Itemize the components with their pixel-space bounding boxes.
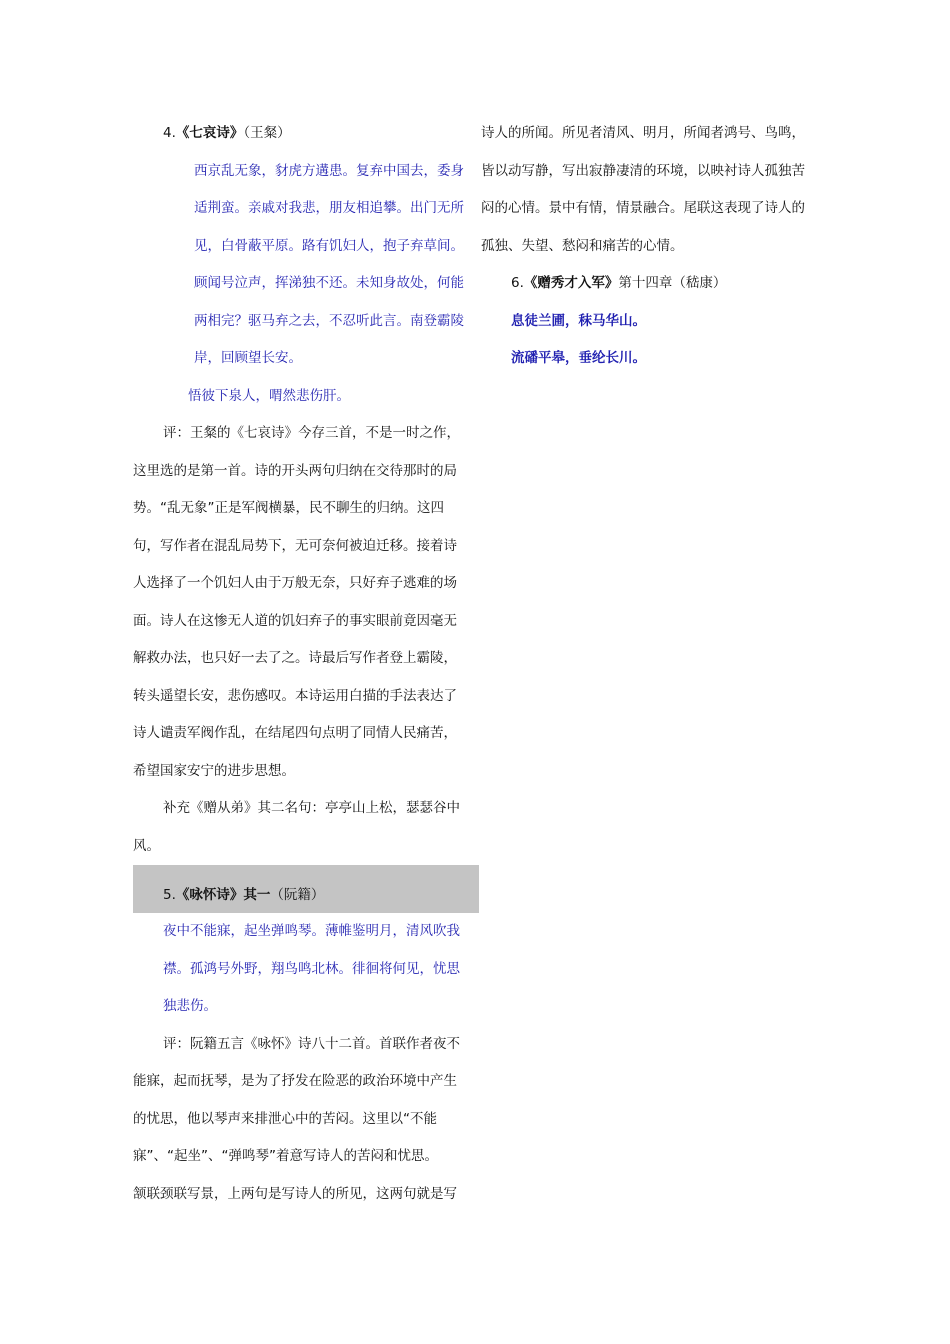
poem-line: 襟。孤鸿号外野，翔鸟鸣北林。徘徊将何见，忧思 [163, 960, 460, 977]
comment-line: 面。诗人在这惨无人道的饥妇弃子的事实眼前竟因毫无 [133, 612, 457, 629]
comment-line: 人选择了一个饥妇人由于万般无奈，只好弃子逃难的场 [133, 575, 457, 591]
section-number: 6. [511, 275, 524, 291]
poem-line: 夜中不能寐，起坐弹鸣琴。薄帷鉴明月，清风吹我 [163, 923, 460, 939]
poem-line: 独悲伤。 [163, 998, 217, 1014]
poem-line: 顾闻号泣声，挥涕独不还。未知身故处，何能 [194, 275, 464, 291]
poem-line: 悟彼下泉人，喟然悲伤肝。 [188, 387, 350, 404]
comment-line: 闷的心情。景中有情，情景融合。尾联这表现了诗人的 [481, 200, 805, 216]
comment-line: 希望国家安宁的进步思想。 [133, 762, 295, 779]
section-number: 5. [163, 887, 176, 903]
poem-author: （阮籍） [270, 887, 325, 903]
poem-line: 流磻平皋，垂纶长川。 [511, 350, 646, 366]
comment-line: 这里选的是第一首。诗的开头两句归纳在交待那时的局 [133, 462, 457, 479]
comment-line: 孤独、失望、愁闷和痛苦的心情。 [481, 237, 684, 254]
comment-line: 能寐，起而抚琴，是为了抒发在险恶的政治环境中产生 [133, 1073, 457, 1089]
comment-line: 转头遥望长安，悲伤感叹。本诗运用白描的手法表达了 [133, 687, 457, 704]
comment-line: 诗人谴责军阀作乱，在结尾四句点明了同情人民痛苦， [133, 725, 457, 741]
poem-title: 《七哀诗》 [175, 125, 244, 141]
comment-line: 寐”、“起坐”、“弹鸣琴”着意写诗人的苦闷和忧思。 [133, 1148, 438, 1164]
supplement-line: 补充《赠从弟》其二名句：亭亭山上松，瑟瑟谷中 [163, 800, 460, 816]
poem-title: 《咏怀诗》其一 [175, 887, 271, 903]
poem-line: 西京乱无象，豺虎方遘患。复弃中国去，委身 [194, 162, 464, 179]
comment-line: 势。“乱无象”正是军阀横暴，民不聊生的归纳。这四 [133, 500, 444, 516]
poem-author: （王粲） [243, 125, 291, 141]
comment-line: 句，写作者在混乱局势下，无可奈何被迫迁移。接着诗 [133, 537, 457, 554]
section-number: 4. [163, 125, 176, 141]
comment-line: 诗人的所闻。所见者清风、明月，所闻者鸿号、鸟鸣， [481, 125, 805, 141]
poem-line: 适荆蛮。亲戚对我悲，朋友相追攀。出门无所 [194, 200, 464, 216]
comment-line: 颔联颈联写景，上两句是写诗人的所见，这两句就是写 [133, 1185, 457, 1202]
comment-line: 皆以动写静，写出寂静凄清的环境，以映衬诗人孤独苦 [481, 162, 805, 179]
left-column [133, 115, 479, 1213]
section-4-heading [133, 115, 479, 153]
poem-chapter: 第十四章 [618, 275, 673, 291]
poem-line: 两相完？驱马弃之去，不忍听此言。南登霸陵 [194, 312, 464, 329]
poem-line: 岸，回顾望长安。 [194, 350, 302, 366]
comment-line: 的忧思，他以琴声来排泄心中的苦闷。这里以“不能 [133, 1110, 437, 1127]
comment-line: 解救办法，也只好一去了之。诗最后写作者登上霸陵， [133, 650, 457, 666]
supplement-line: 风。 [133, 837, 160, 854]
poem-author: （嵇康） [672, 275, 727, 291]
section-5-heading [133, 865, 479, 913]
poem-line: 息徒兰圃，秣马华山。 [511, 312, 646, 329]
comment-line: 评：阮籍五言《咏怀》诗八十二首。首联作者夜不 [163, 1035, 460, 1052]
comment-line: 评：王粲的《七哀诗》今存三首，不是一时之作， [163, 425, 460, 441]
section-6-heading [481, 265, 827, 303]
right-column [481, 115, 827, 378]
poem-line: 见，白骨蔽平原。路有饥妇人，抱子弃草间。 [194, 237, 464, 254]
poem-title: 《赠秀才入军》 [523, 275, 619, 291]
